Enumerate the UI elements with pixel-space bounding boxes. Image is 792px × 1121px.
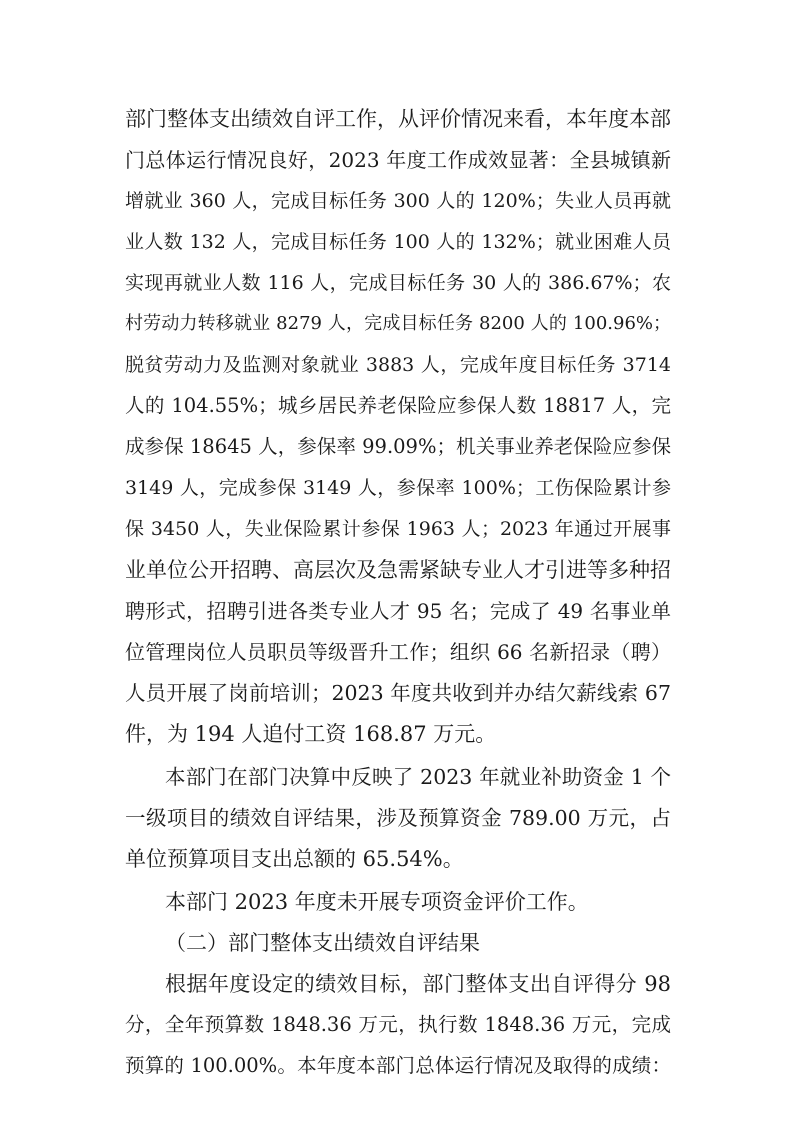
- text-line: 预算的 100.00%。本年度本部门总体运行情况及取得的成绩：: [125, 1054, 671, 1077]
- text-line: 增就业 360 人，完成目标任务 300 人的 120%；失业人员再就: [125, 190, 671, 212]
- text-line: 聘形式，招聘引进各类专业人才 95 名；完成了 49 名事业单: [125, 599, 671, 623]
- text-line: 3149 人，完成参保 3149 人，参保率 100%；工伤保险累计参: [125, 477, 671, 499]
- text-line: 一级项目的绩效自评结果，涉及预算资金 789.00 万元，占: [125, 806, 671, 830]
- text-line: 脱贫劳动力及监测对象就业 3883 人，完成年度目标任务 3714: [125, 354, 671, 376]
- section-heading: （二）部门整体支出绩效自评结果: [165, 931, 480, 955]
- text-line: 分，全年预算数 1848.36 万元，执行数 1848.36 万元，完成: [125, 1013, 671, 1036]
- text-line: 单位预算项目支出总额的 65.54%。: [125, 847, 464, 871]
- text-line: 部门整体支出绩效自评工作，从评价情况来看，本年度本部: [125, 107, 671, 131]
- text-line: 实现再就业人数 116 人，完成目标任务 30 人的 386.67%；农: [125, 272, 671, 294]
- text-line: 保 3450 人，失业保险累计参保 1963 人；2023 年通过开展事: [125, 518, 671, 540]
- text-line: 成参保 18645 人，参保率 99.09%；机关事业养老保险应参保: [125, 435, 671, 458]
- text-line: 件，为 194 人追付工资 168.87 万元。: [125, 722, 497, 746]
- text-line: 人的 104.55%；城乡居民养老保险应参保人数 18817 人，完: [125, 394, 671, 417]
- text-line: 人员开展了岗前培训；2023 年度共收到并办结欠薪线索 67: [125, 681, 671, 705]
- text-line: 业人数 132 人，完成目标任务 100 人的 132%；就业困难人员: [125, 231, 671, 253]
- text-line: 根据年度设定的绩效目标，部门整体支出自评得分 98: [165, 972, 671, 996]
- text-line: 本部门在部门决算中反映了 2023 年就业补助资金 1 个: [165, 765, 671, 789]
- text-line: 本部门 2023 年度未开展专项资金评价工作。: [165, 890, 589, 914]
- text-line: 村劳动力转移就业 8279 人，完成目标任务 8200 人的 100.96%；: [125, 313, 671, 334]
- text-line: 位管理岗位人员职员等级晋升工作；组织 66 名新招录（聘）: [125, 640, 671, 664]
- text-line: 门总体运行情况良好，2023 年度工作成效显著：全县城镇新: [125, 148, 671, 172]
- text-line: 业单位公开招聘、高层次及急需紧缺专业人才引进等多种招: [125, 558, 671, 582]
